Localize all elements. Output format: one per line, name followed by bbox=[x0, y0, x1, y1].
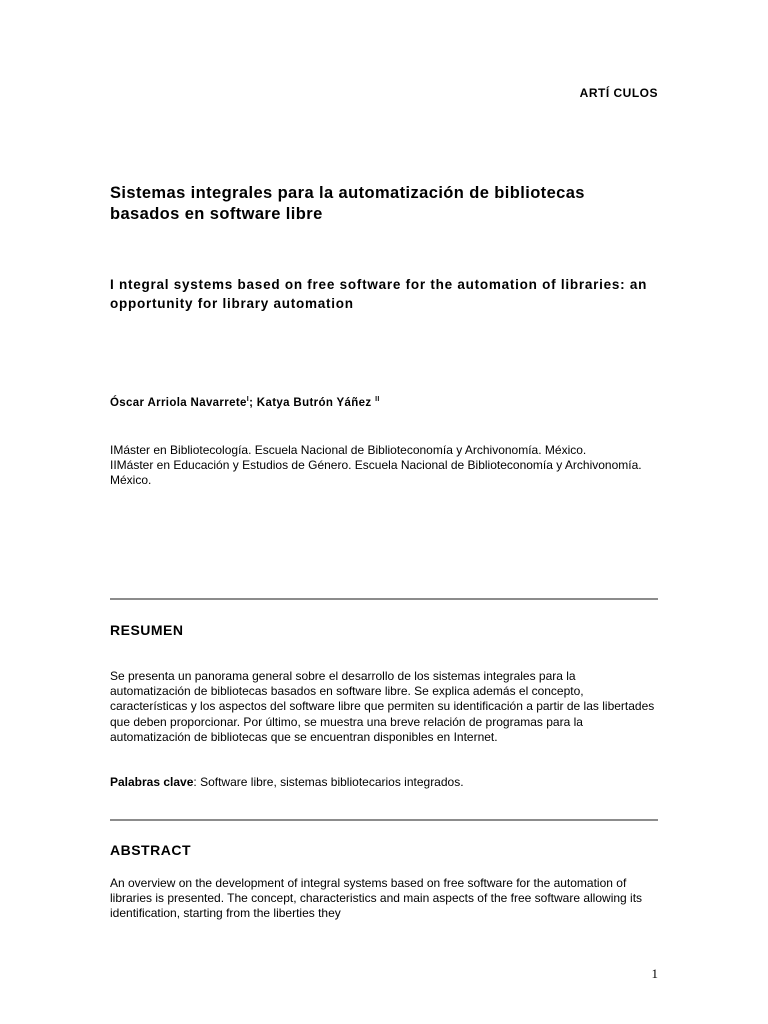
section-label: ARTÍ CULOS bbox=[579, 86, 658, 100]
section-divider bbox=[110, 598, 658, 600]
authors-line bbox=[110, 396, 380, 409]
author-2-affiliation-mark: II bbox=[375, 396, 380, 403]
keywords-text: Software libre, sistemas bibliotecarios integrados. bbox=[196, 775, 464, 789]
affiliation-1: IMáster en Bibliotecología. Escuela Nacional de Biblioteconomía y Archivonomía. México. bbox=[110, 443, 587, 457]
author-2: Katya Butrón Yáñez bbox=[256, 397, 376, 409]
keywords-line bbox=[110, 775, 658, 790]
title-spanish: Sistemas integrales para la automatización de bibliotecas basados en software libre bbox=[110, 184, 585, 223]
affiliations bbox=[110, 443, 670, 489]
author-1: Óscar Arriola Navarrete bbox=[110, 397, 247, 409]
abstract-heading: ABSTRACT bbox=[110, 842, 191, 858]
author-1-affiliation-mark: I bbox=[246, 396, 250, 403]
page-number: 1 bbox=[651, 966, 658, 981]
section-divider bbox=[110, 819, 658, 821]
authors-separator: ; bbox=[249, 397, 257, 409]
title-english: I ntegral systems based on free software for the automation of libraries: an opportunity for library automation bbox=[110, 277, 648, 311]
resumen-heading: RESUMEN bbox=[110, 622, 184, 638]
abstract-body: An overview on the development of integral systems based on free software for the automation of libraries is presented. The concept, characteristics and main aspects of the free software allowing its identification, starting from the liberties they bbox=[110, 876, 643, 921]
keywords-colon: : bbox=[193, 775, 197, 789]
affiliation-2: IIMáster en Educación y Estudios de Género. Escuela Nacional de Biblioteconomía y Archivonomía. México. bbox=[110, 458, 642, 488]
keywords-label: Palabras clave bbox=[110, 775, 194, 789]
resumen-body: Se presenta un panorama general sobre el desarrollo de los sistemas integrales para la automatización de bibliotecas basados en software libre. Se explica además el concepto, características y los aspectos del software libre que permiten su identificación a partir de las libertades que deben proporcionar. Por último, se muestra una breve relación de programas para la automatización de bibliotecas que se encuentran disponibles en Internet. bbox=[110, 669, 655, 744]
